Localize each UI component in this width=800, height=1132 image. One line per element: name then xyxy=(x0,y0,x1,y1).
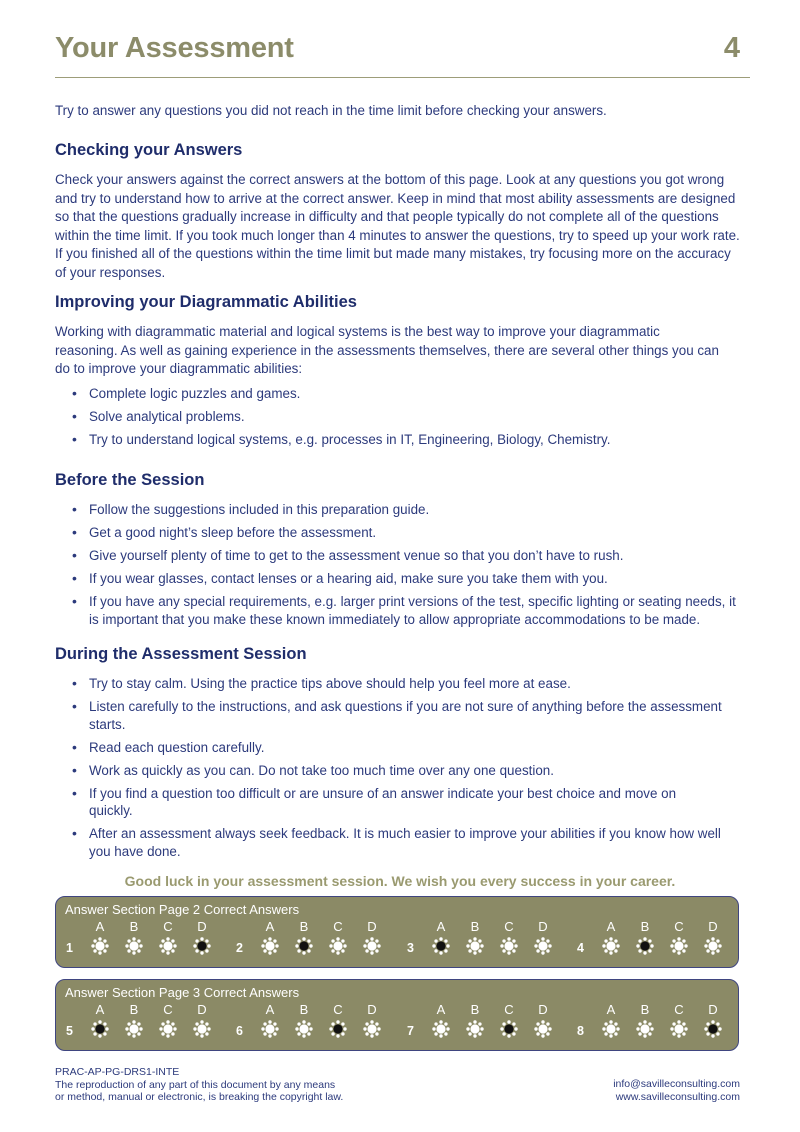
answer-bubble xyxy=(295,1020,313,1038)
before-heading: Before the Session xyxy=(55,471,205,489)
answer-section-page-2 xyxy=(55,896,739,968)
list-item: • Try to understand logical systems, e.g. processes in IT, Engineering, Biology, Chemistry. xyxy=(72,431,747,449)
answer-bubble-selected xyxy=(704,1020,722,1038)
answer-bubble xyxy=(466,1020,484,1038)
list-item: • Listen carefully to the instructions, and ask questions if you are not sure of anything before the assessment starts. xyxy=(72,698,722,733)
option-letter-d: D xyxy=(367,1002,377,1017)
option-letter-b: B xyxy=(129,919,139,934)
option-letter-d: D xyxy=(708,919,718,934)
list-item: • Read each question carefully. xyxy=(72,739,722,757)
question-number: 1 xyxy=(66,941,73,955)
answer-bubble-selected xyxy=(636,937,654,955)
answer-question-6 xyxy=(236,1002,396,1046)
option-letter-c: C xyxy=(674,919,684,934)
option-letter-d: D xyxy=(197,919,207,934)
intro-text: Try to answer any questions you did not reach in the time limit before checking your answers. xyxy=(55,103,607,118)
page-header xyxy=(55,30,750,78)
answer-question-5 xyxy=(66,1002,226,1046)
option-letter-b: B xyxy=(470,1002,480,1017)
question-number: 3 xyxy=(407,941,414,955)
contact-email: info@savilleconsulting.com xyxy=(613,1078,740,1090)
answer-bubble-selected xyxy=(295,937,313,955)
list-item: • Try to stay calm. Using the practice tips above should help you feel more at ease. xyxy=(72,675,722,693)
copyright-line-1: The reproduction of any part of this document by any means xyxy=(55,1078,336,1091)
option-letter-b: B xyxy=(129,1002,139,1017)
option-letter-a: A xyxy=(606,1002,616,1017)
list-item: • After an assessment always seek feedback. It is much easier to improve your abilities if you know how well you have done. xyxy=(72,825,722,860)
answer-bubble xyxy=(602,1020,620,1038)
page-title: Your Assessment xyxy=(55,32,294,64)
option-letter-d: D xyxy=(538,919,548,934)
option-letter-a: A xyxy=(265,1002,275,1017)
option-letter-d: D xyxy=(708,1002,718,1017)
answer-bubble xyxy=(193,1020,211,1038)
option-letter-b: B xyxy=(299,919,309,934)
footer-contact xyxy=(613,1078,740,1103)
answer-question-4 xyxy=(577,919,737,963)
list-item: • Complete logic puzzles and games. xyxy=(72,385,747,403)
answer-question-3 xyxy=(407,919,567,963)
answer-bubble xyxy=(159,1020,177,1038)
during-list xyxy=(72,675,722,866)
option-letter-d: D xyxy=(197,1002,207,1017)
answer-section-title: Answer Section Page 2 Correct Answers xyxy=(65,902,300,917)
option-letter-a: A xyxy=(436,1002,446,1017)
page-number: 4 xyxy=(723,32,740,64)
option-letter-a: A xyxy=(436,919,446,934)
answer-question-7 xyxy=(407,1002,567,1046)
list-item: • If you find a question too difficult or are unsure of an answer indicate your best choice and move on quickly. xyxy=(72,785,722,820)
contact-website: www.savilleconsulting.com xyxy=(615,1090,740,1103)
option-letter-c: C xyxy=(163,1002,173,1017)
question-number: 7 xyxy=(407,1024,414,1038)
list-item: • Solve analytical problems. xyxy=(72,408,747,426)
question-number: 5 xyxy=(66,1024,73,1038)
option-letter-a: A xyxy=(95,919,105,934)
improving-list xyxy=(72,385,747,454)
option-letter-d: D xyxy=(367,919,377,934)
answer-bubble xyxy=(432,1020,450,1038)
answer-bubble xyxy=(500,937,518,955)
option-letter-a: A xyxy=(265,919,275,934)
answer-bubble xyxy=(125,937,143,955)
document-code: PRAC-AP-PG-DRS1-INTE xyxy=(55,1066,180,1078)
option-letter-b: B xyxy=(470,919,480,934)
question-number: 2 xyxy=(236,941,243,955)
answer-bubble xyxy=(534,937,552,955)
answer-bubble xyxy=(670,937,688,955)
answer-bubble xyxy=(125,1020,143,1038)
answer-bubble xyxy=(534,1020,552,1038)
option-letter-b: B xyxy=(640,919,650,934)
answer-question-2 xyxy=(236,919,396,963)
question-number: 4 xyxy=(577,941,584,955)
answer-bubble-selected xyxy=(193,937,211,955)
option-letter-a: A xyxy=(95,1002,105,1017)
answer-bubble xyxy=(261,937,279,955)
checking-body: Check your answers against the correct answers at the bottom of this page. Look at any questions you got wrong and try to understand how to arrive at the correct answer. Keep in mind that most ability assessments are designed so that the questions gradually increase in difficulty and that people typically do not complete all of the questions within the time limit. If you took much longer than 4 minutes to answer the questions, try to speed up your work rate. If you finished all of the questions within the time limit but made many mistakes, try focusing more on the accuracy of your responses. xyxy=(55,172,740,280)
list-item: • If you have any special requirements, e.g. larger print versions of the test, specific lighting or seating needs, it is important that you make these known immediately to allow appropriate accommodations to be made. xyxy=(72,593,747,628)
option-letter-c: C xyxy=(333,919,343,934)
answer-bubble-selected xyxy=(500,1020,518,1038)
option-letter-c: C xyxy=(333,1002,343,1017)
question-number: 8 xyxy=(577,1024,584,1038)
good-luck-message: Good luck in your assessment session. We wish you every success in your career. xyxy=(124,873,676,889)
answer-question-8 xyxy=(577,1002,737,1046)
answer-section-page-3 xyxy=(55,979,739,1051)
answer-question-1 xyxy=(66,919,226,963)
answer-bubble-selected xyxy=(329,1020,347,1038)
answer-bubble xyxy=(704,937,722,955)
question-number: 6 xyxy=(236,1024,243,1038)
answer-bubble xyxy=(329,937,347,955)
list-item: • Give yourself plenty of time to get to the assessment venue so that you don’t have to rush. xyxy=(72,547,747,565)
answer-bubble xyxy=(261,1020,279,1038)
answer-bubble xyxy=(636,1020,654,1038)
footer-copyright xyxy=(55,1066,343,1104)
answer-bubble xyxy=(466,937,484,955)
option-letter-d: D xyxy=(538,1002,548,1017)
option-letter-a: A xyxy=(606,919,616,934)
answer-bubble xyxy=(363,937,381,955)
answer-bubble xyxy=(159,937,177,955)
option-letter-b: B xyxy=(299,1002,309,1017)
answer-bubble xyxy=(602,937,620,955)
option-letter-c: C xyxy=(504,919,514,934)
during-heading: During the Assessment Session xyxy=(55,645,307,663)
answer-bubble-selected xyxy=(91,1020,109,1038)
option-letter-b: B xyxy=(640,1002,650,1017)
option-letter-c: C xyxy=(504,1002,514,1017)
improving-heading: Improving your Diagrammatic Abilities xyxy=(55,293,357,311)
list-item: • Follow the suggestions included in this preparation guide. xyxy=(72,501,747,519)
improving-body: Working with diagrammatic material and logical systems is the best way to improve your diagrammatic reasoning. As well as gaining experience in the assessments themselves, there are several other things you can do to improve your diagrammatic abilities: xyxy=(55,324,719,376)
answer-bubble xyxy=(91,937,109,955)
list-item: • Work as quickly as you can. Do not take too much time over any one question. xyxy=(72,762,722,780)
answer-bubble xyxy=(363,1020,381,1038)
list-item: • Get a good night’s sleep before the assessment. xyxy=(72,524,747,542)
answer-bubble-selected xyxy=(432,937,450,955)
copyright-line-2: or method, manual or electronic, is breaking the copyright law. xyxy=(55,1091,344,1103)
option-letter-c: C xyxy=(674,1002,684,1017)
answer-bubble xyxy=(670,1020,688,1038)
before-list xyxy=(72,501,747,634)
list-item: • If you wear glasses, contact lenses or a hearing aid, make sure you take them with you. xyxy=(72,570,747,588)
option-letter-c: C xyxy=(163,919,173,934)
answer-section-title: Answer Section Page 3 Correct Answers xyxy=(65,985,300,1000)
checking-heading: Checking your Answers xyxy=(55,141,243,159)
